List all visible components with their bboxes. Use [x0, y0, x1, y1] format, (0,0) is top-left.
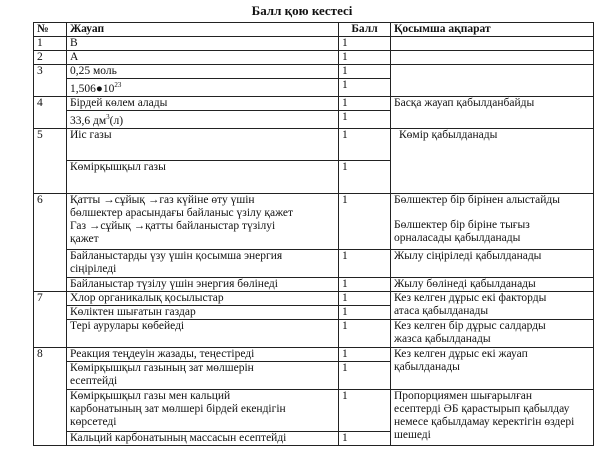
points-cell: 1 — [339, 319, 391, 347]
answer-line: бөлшектер арасындағы байланыс үзілу қажет — [70, 206, 293, 219]
points-cell: 1 — [339, 51, 391, 65]
points-cell: 1 — [339, 431, 391, 445]
row-number: 2 — [34, 51, 67, 65]
points-cell: 1 — [339, 361, 391, 389]
table-row — [34, 193, 594, 249]
answer-base: 1,506●10 — [70, 82, 115, 95]
table-row — [34, 249, 594, 277]
row-number: 3 — [34, 65, 67, 97]
info-cell — [391, 37, 594, 51]
answer-cell — [67, 110, 339, 128]
answer-tail: (л) — [109, 114, 124, 127]
answer-line: Көмірқышқыл газының зат мөлшерін — [70, 361, 254, 374]
info-line: қабылданады — [394, 360, 460, 373]
answer-cell: Бірдей көлем алады — [67, 96, 339, 110]
table-row — [34, 65, 594, 79]
table-header-row — [34, 23, 594, 37]
row-number: 1 — [34, 37, 67, 51]
info-cell — [391, 319, 594, 347]
answer-line: карбонатының зат мөлшері бірдей екендігін — [70, 402, 286, 415]
points-cell: 1 — [339, 291, 391, 305]
info-cell: Жылу бөлінеді қабылданады — [391, 277, 594, 291]
info-cell — [391, 51, 594, 65]
info-line: есептерді ӘБ қарастырып қабылдау — [394, 402, 570, 415]
answer-cell — [67, 361, 339, 389]
info-line: Бөлшектер бір біріне тығыз — [394, 218, 530, 231]
info-line: атаса қабылданады — [394, 304, 489, 317]
points-cell: 1 — [339, 249, 391, 277]
answer-line: Байланыстарды үзу үшін қосымша энергия — [70, 249, 283, 262]
points-cell: 1 — [339, 160, 391, 193]
answer-cell — [67, 389, 339, 431]
row-number: 5 — [34, 128, 67, 193]
table-row — [34, 128, 594, 160]
answer-line: есептейді — [70, 374, 118, 387]
info-line: шешеді — [394, 428, 431, 441]
answer-cell: Хлор органикалық қосылыстар — [67, 291, 339, 305]
header-answer: Жауап — [67, 23, 339, 37]
row-number: 6 — [34, 193, 67, 291]
page-title: Балл қою кестесі — [251, 3, 353, 18]
answer-base: 33,6 дм — [70, 114, 107, 127]
info-line: немесе қабылдамау керектігін өздері — [394, 415, 575, 428]
info-line: жазса қабылданады — [394, 332, 491, 345]
row-number: 7 — [34, 291, 67, 347]
answer-line: көрсетеді — [70, 415, 117, 428]
info-line: Бөлшектер бір бірінен алыстайды — [394, 193, 560, 206]
table-row — [34, 51, 594, 65]
points-cell: 1 — [339, 110, 391, 128]
info-cell: Жылу сіңіріледі қабылданады — [391, 249, 594, 277]
answer-exponent: 23 — [114, 81, 122, 89]
info-line: Кез келген дұрыс екі жауап — [394, 347, 528, 360]
info-line: орналасады қабылданады — [394, 231, 521, 244]
answer-cell: Көліктен шығатын газдар — [67, 305, 339, 319]
answer-cell: Көмірқышқыл газы — [67, 160, 339, 193]
scoring-table — [33, 22, 594, 446]
table-row — [34, 291, 594, 305]
answer-cell: 0,25 моль — [67, 65, 339, 79]
answer-line: қажет — [70, 232, 99, 245]
info-line: Кез келген бір дұрыс салдарды — [394, 319, 546, 332]
table-row — [34, 96, 594, 110]
points-cell: 1 — [339, 65, 391, 79]
info-cell — [391, 347, 594, 389]
table-row — [34, 277, 594, 291]
info-cell — [391, 193, 594, 249]
info-cell — [391, 389, 594, 445]
table-row — [34, 347, 594, 361]
answer-cell: Тері аурулары көбейеді — [67, 319, 339, 347]
answer-cell: Кальций карбонатының массасын есептейді — [67, 431, 339, 445]
row-number: 4 — [34, 96, 67, 128]
answer-cell — [67, 193, 339, 249]
answer-cell: Иіс газы — [67, 128, 339, 160]
points-cell: 1 — [339, 389, 391, 431]
info-cell — [391, 65, 594, 97]
points-cell: 1 — [339, 305, 391, 319]
info-line: Пропорциямен шығарылған — [394, 389, 533, 402]
answer-line: Газ →сұйық →қатты байланыстар түзілуі — [70, 219, 276, 232]
answer-cell — [67, 249, 339, 277]
info-cell: Көмір қабылданады — [391, 128, 594, 193]
points-cell: 1 — [339, 193, 391, 249]
info-line: Кез келген дұрыс екі факторды — [394, 291, 547, 304]
points-cell: 1 — [339, 128, 391, 160]
answer-cell: Реакция теңдеуін жазады, теңестіреді — [67, 347, 339, 361]
info-cell: Басқа жауап қабылданбайды — [391, 96, 594, 128]
table-row — [34, 37, 594, 51]
answer-line: Көмірқышқыл газы мен кальций — [70, 389, 231, 402]
answer-cell: Байланыстар түзілу үшін энергия бөлінеді — [67, 277, 339, 291]
answer-line: сіңіріледі — [70, 262, 117, 275]
row-number: 8 — [34, 347, 67, 445]
answer-line: Қатты →сұйық →газ күйіне өту үшін — [70, 193, 255, 206]
answer-cell: A — [67, 51, 339, 65]
points-cell: 1 — [339, 277, 391, 291]
header-points: Балл — [339, 23, 391, 37]
points-cell: 1 — [339, 96, 391, 110]
table-row — [34, 389, 594, 431]
table-row — [34, 319, 594, 347]
header-num: № — [34, 23, 67, 37]
points-cell: 1 — [339, 347, 391, 361]
answer-exponent: 3 — [106, 112, 110, 121]
points-cell: 1 — [339, 37, 391, 51]
points-cell: 1 — [339, 79, 391, 97]
header-info: Қосымша ақпарат — [391, 23, 594, 37]
info-cell — [391, 291, 594, 319]
answer-cell: B — [67, 37, 339, 51]
answer-cell — [67, 79, 339, 97]
